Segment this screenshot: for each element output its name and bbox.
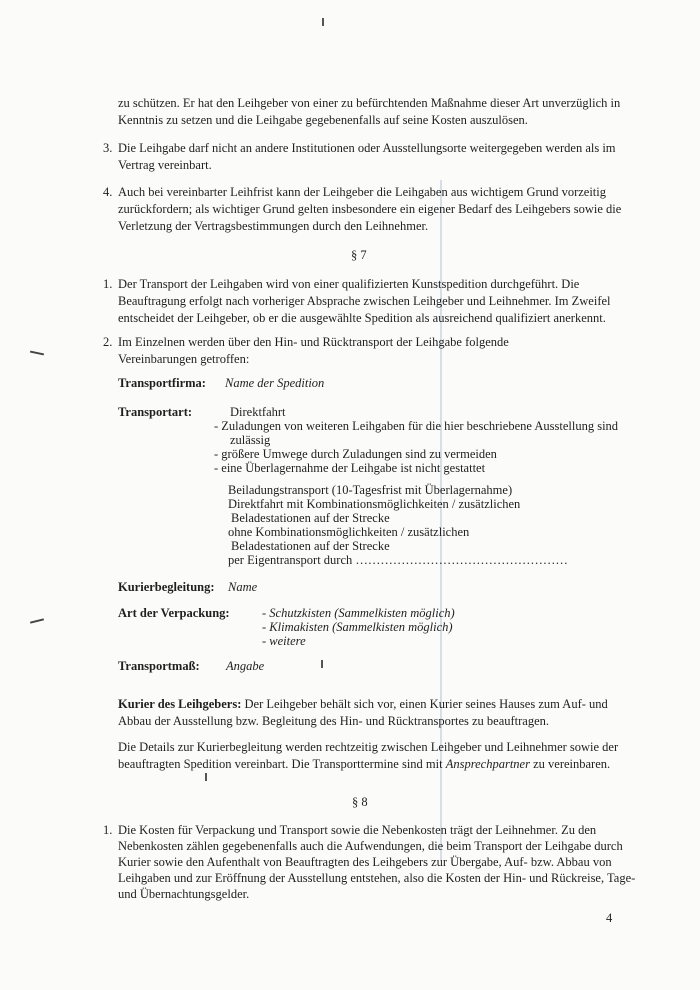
text-line: Vertrag vereinbart. (118, 158, 212, 172)
text-line: - größere Umwege durch Zuladungen sind zu vermeiden (214, 447, 497, 461)
text-line: zu vereinbaren. (529, 757, 611, 771)
text-line: - weitere (262, 634, 306, 648)
text-line: - Zuladungen von weiteren Leihgaben für die hier beschriebene Ausstellung sind (214, 419, 619, 433)
text-line: - Schutzkisten (Sammelkisten möglich) (262, 606, 455, 620)
text-line: Beiladungstransport (10-Tagesfrist mit Überlagernahme) (228, 483, 513, 497)
section-heading-7: § 7 (351, 248, 367, 262)
text-line: Die Leihgabe darf nicht an andere Institutionen oder Ausstellungsorte weitergegeben werden als im (118, 141, 616, 155)
item-number: 2. (103, 335, 113, 349)
text-line: Leihgaben und zur Eröffnung der Ausstellung entstehen, also die Kosten der Hin- und Rückreise, Tage- (118, 871, 636, 885)
text-line: Beladestationen auf der Strecke (231, 511, 390, 525)
text-line: zulässig (230, 433, 271, 447)
kurierbegleitung-value: Name (228, 580, 258, 594)
transportmass-value: Angabe (226, 659, 265, 673)
text-line: entscheidet der Leihgeber, ob er die ausgewählte Spedition als ausreichend qualifiziert anerkennt. (118, 311, 606, 325)
text-line: Die Details zur Kurierbegleitung werden rechtzeitig zwischen Leihgeber und Leihnehmer sowie der (118, 740, 619, 754)
text-line: - eine Überlagernahme der Leihgabe ist nicht gestattet (214, 461, 486, 475)
item-number: 1. (103, 823, 113, 837)
text-line: Im Einzelnen werden über den Hin- und Rücktransport der Leihgabe folgende (118, 335, 509, 349)
transportfirma-value: Name der Spedition (225, 376, 325, 390)
kurier-leihgebers-label: Kurier des Leihgebers: (118, 697, 242, 711)
ansprechpartner: Ansprechpartner (445, 757, 530, 771)
punch-mark (30, 351, 44, 356)
item-number: 1. (103, 277, 113, 291)
text-line: und Übernachtungsgelder. (118, 887, 250, 901)
transportmass-label: Transportmaß: (118, 659, 200, 673)
text-line: Der Transport der Leihgaben wird von einer qualifizierten Kunstspedition durchgeführt. Die (118, 277, 580, 291)
text-line: - Klimakisten (Sammelkisten möglich) (262, 620, 453, 634)
text-line: zurückfordern; als wichtiger Grund gelten insbesondere ein eigener Bedarf des Leihgebers sowie die (118, 202, 622, 216)
text-line: zu schützen. Er hat den Leihgeber von einer zu befürchtenden Maßnahme dieser Art unverzüglich in (118, 96, 621, 110)
item-number: 4. (103, 185, 113, 199)
text-line: Direktfahrt (230, 405, 286, 419)
text-line: Abbau der Ausstellung bzw. Begleitung des Hin- und Rücktransportes zu beauftragen. (118, 714, 550, 728)
text-line: Kenntnis zu setzen und die Leihgabe gegebenenfalls auf seine Kosten auszulösen. (118, 113, 528, 127)
text-line: Beladestationen auf der Strecke (231, 539, 390, 553)
text-line: Direktfahrt mit Kombinationsmöglichkeiten / zusätzlichen (228, 497, 521, 511)
section-heading-8: § 8 (352, 795, 368, 809)
text-line: Nebenkosten zählen gegebenenfalls auch die Aufwendungen, die beim Transport der Leihgabe durch (118, 839, 623, 853)
verpackung-label: Art der Verpackung: (118, 606, 230, 620)
transportfirma-label: Transportfirma: (118, 376, 206, 390)
text-line: Die Kosten für Verpackung und Transport sowie die Nebenkosten trägt der Leihnehmer. Zu den (118, 823, 597, 837)
text-line: beauftragten Spedition vereinbart. Die Transporttermine sind mit (118, 757, 446, 771)
text-line: Kurier sowie den Aufenthalt von Beauftragten des Leihgebers zur Übergabe, Auf- bzw. Abbau von (118, 855, 612, 869)
text-line: Auch bei vereinbarter Leihfrist kann der Leihgeber die Leihgaben aus wichtigem Grund vorzeitig (118, 185, 607, 199)
text-line: Verletzung der Vertragsbestimmungen durch den Leihnehmer. (118, 219, 429, 233)
text-line: ohne Kombinationsmöglichkeiten / zusätzlichen (228, 525, 470, 539)
punch-mark (30, 618, 44, 623)
text-line: per Eigentransport durch …………………………………………… (228, 553, 568, 567)
transportart-label: Transportart: (118, 405, 193, 419)
kurierbegleitung-label: Kurierbegleitung: (118, 580, 215, 594)
scan-mark (205, 773, 207, 781)
page-number: 4 (606, 911, 613, 925)
text-line: Der Leihgeber behält sich vor, einen Kurier seines Hauses zum Auf- und (241, 697, 608, 711)
scan-mark (322, 18, 324, 26)
scan-mark (321, 660, 323, 668)
text-line: Vereinbarungen getroffen: (118, 352, 250, 366)
text-line: Beauftragung erfolgt nach vorheriger Absprache zwischen Leihgeber und Leihnehmer. Im Zweifel (118, 294, 611, 308)
item-number: 3. (103, 141, 113, 155)
